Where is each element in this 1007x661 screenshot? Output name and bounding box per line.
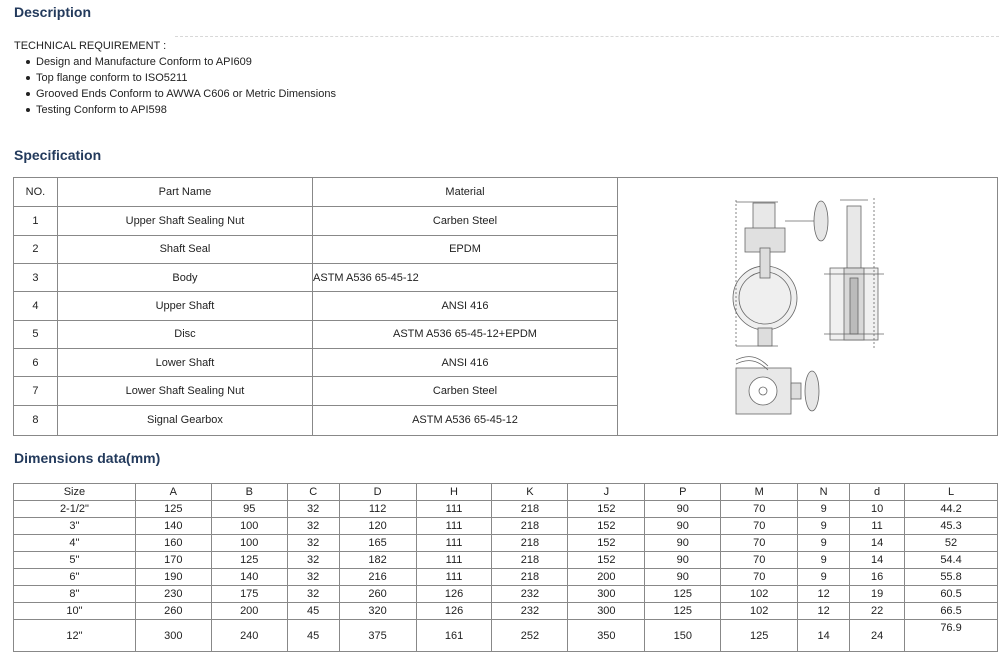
requirement-list — [14, 54, 336, 118]
cell-j: 300 — [568, 586, 645, 603]
cell-h: 111 — [416, 518, 492, 535]
cell-part-name: Lower Shaft — [57, 348, 312, 376]
table-row — [14, 603, 998, 620]
cell-a: 260 — [135, 603, 211, 620]
cell-p: 150 — [645, 620, 721, 652]
cell-a: 190 — [135, 569, 211, 586]
cell-c: 45 — [287, 620, 339, 652]
cell-n: 9 — [798, 569, 850, 586]
cell-k: 232 — [492, 586, 568, 603]
cell-l: 54.4 — [905, 552, 998, 569]
cell-material: ASTM A536 65-45-12 — [313, 263, 618, 291]
header-p: P — [645, 484, 721, 501]
cell-d-small: 16 — [850, 569, 905, 586]
cell-d-small: 14 — [850, 552, 905, 569]
cell-no: 1 — [14, 207, 58, 235]
cell-k: 218 — [492, 569, 568, 586]
cell-j: 152 — [568, 501, 645, 518]
dimensions-title: Dimensions data(mm) — [14, 450, 161, 466]
cell-c: 32 — [287, 518, 339, 535]
cell-n: 14 — [798, 620, 850, 652]
cell-l: 66.5 — [905, 603, 998, 620]
cell-b: 140 — [211, 569, 287, 586]
cell-a: 160 — [135, 535, 211, 552]
cell-c: 45 — [287, 603, 339, 620]
cell-j: 200 — [568, 569, 645, 586]
cell-j: 300 — [568, 603, 645, 620]
cell-d: 320 — [339, 603, 416, 620]
cell-c: 32 — [287, 535, 339, 552]
specification-title: Specification — [14, 147, 102, 163]
cell-material: ANSI 416 — [313, 292, 618, 320]
header-j: J — [568, 484, 645, 501]
cell-l: 60.5 — [905, 586, 998, 603]
cell-k: 218 — [492, 518, 568, 535]
cell-d: 182 — [339, 552, 416, 569]
requirement-item: Grooved Ends Conform to AWWA C606 or Metric Dimensions — [14, 86, 336, 102]
cell-p: 90 — [645, 501, 721, 518]
specification-table — [13, 177, 998, 436]
cell-d: 165 — [339, 535, 416, 552]
cell-size: 5" — [14, 552, 136, 569]
cell-no: 6 — [14, 348, 58, 376]
cell-d-small: 10 — [850, 501, 905, 518]
table-row — [14, 569, 998, 586]
cell-p: 90 — [645, 552, 721, 569]
cell-material: ASTM A536 65-45-12+EPDM — [313, 320, 618, 348]
cell-no: 7 — [14, 377, 58, 405]
cell-p: 125 — [645, 586, 721, 603]
requirement-item: Design and Manufacture Conform to API609 — [14, 54, 336, 70]
cell-part-name: Shaft Seal — [57, 235, 312, 263]
cell-material: Carben Steel — [313, 377, 618, 405]
cell-a: 300 — [135, 620, 211, 652]
cell-d-small: 19 — [850, 586, 905, 603]
cell-h: 111 — [416, 501, 492, 518]
cell-size: 2-1/2" — [14, 501, 136, 518]
cell-j: 152 — [568, 535, 645, 552]
bullet-icon — [26, 108, 30, 112]
dimensions-table — [13, 483, 998, 652]
cell-c: 32 — [287, 586, 339, 603]
table-row — [14, 620, 998, 652]
cell-n: 9 — [798, 535, 850, 552]
cell-b: 125 — [211, 552, 287, 569]
header-n: N — [798, 484, 850, 501]
cell-l: 52 — [905, 535, 998, 552]
bullet-icon — [26, 60, 30, 64]
cell-k: 218 — [492, 535, 568, 552]
cell-a: 230 — [135, 586, 211, 603]
cell-h: 111 — [416, 535, 492, 552]
cell-c: 32 — [287, 569, 339, 586]
requirement-item: Testing Conform to API598 — [14, 102, 336, 118]
cell-j: 152 — [568, 552, 645, 569]
cell-h: 111 — [416, 569, 492, 586]
cell-material: ANSI 416 — [313, 348, 618, 376]
cell-d: 375 — [339, 620, 416, 652]
cell-k: 252 — [492, 620, 568, 652]
cell-d-small: 11 — [850, 518, 905, 535]
cell-m: 102 — [721, 603, 798, 620]
cell-b: 100 — [211, 535, 287, 552]
header-m: M — [721, 484, 798, 501]
cell-p: 90 — [645, 569, 721, 586]
cell-p: 125 — [645, 603, 721, 620]
cell-b: 100 — [211, 518, 287, 535]
cell-d: 112 — [339, 501, 416, 518]
valve-technical-drawing — [618, 178, 997, 432]
cell-l: 76.9 — [905, 620, 998, 652]
table-row — [14, 586, 998, 603]
cell-m: 102 — [721, 586, 798, 603]
cell-j: 152 — [568, 518, 645, 535]
cell-size: 4" — [14, 535, 136, 552]
header-material: Material — [313, 178, 618, 207]
cell-m: 125 — [721, 620, 798, 652]
cell-d: 216 — [339, 569, 416, 586]
header-c: C — [287, 484, 339, 501]
cell-m: 70 — [721, 569, 798, 586]
header-k: K — [492, 484, 568, 501]
cell-n: 12 — [798, 603, 850, 620]
cell-n: 9 — [798, 552, 850, 569]
cell-size: 8" — [14, 586, 136, 603]
cell-n: 9 — [798, 518, 850, 535]
cell-m: 70 — [721, 552, 798, 569]
requirement-item: Top flange conform to ISO5211 — [14, 70, 336, 86]
cell-k: 232 — [492, 603, 568, 620]
cell-material: Carben Steel — [313, 207, 618, 235]
cell-k: 218 — [492, 552, 568, 569]
cell-h: 126 — [416, 586, 492, 603]
cell-b: 200 — [211, 603, 287, 620]
cell-no: 5 — [14, 320, 58, 348]
cell-m: 70 — [721, 518, 798, 535]
table-header-row — [14, 484, 998, 501]
cell-b: 175 — [211, 586, 287, 603]
cell-n: 12 — [798, 586, 850, 603]
table-row — [14, 552, 998, 569]
cell-part-name: Lower Shaft Sealing Nut — [57, 377, 312, 405]
cell-part-name: Disc — [57, 320, 312, 348]
cell-size: 10" — [14, 603, 136, 620]
cell-m: 70 — [721, 501, 798, 518]
section-divider — [175, 36, 999, 37]
table-row — [14, 518, 998, 535]
cell-part-name: Upper Shaft — [57, 292, 312, 320]
header-l: L — [905, 484, 998, 501]
header-size: Size — [14, 484, 136, 501]
cell-b: 240 — [211, 620, 287, 652]
cell-d-small: 22 — [850, 603, 905, 620]
header-a: A — [135, 484, 211, 501]
cell-d-small: 24 — [850, 620, 905, 652]
technical-requirement-block — [14, 38, 336, 118]
cell-a: 125 — [135, 501, 211, 518]
cell-c: 32 — [287, 501, 339, 518]
description-title: Description — [14, 4, 92, 20]
table-header-row — [14, 178, 998, 207]
cell-no: 8 — [14, 405, 58, 435]
cell-l: 44.2 — [905, 501, 998, 518]
cell-material: EPDM — [313, 235, 618, 263]
cell-size: 3" — [14, 518, 136, 535]
bullet-icon — [26, 76, 30, 80]
cell-p: 90 — [645, 518, 721, 535]
cell-size: 6" — [14, 569, 136, 586]
cell-h: 111 — [416, 552, 492, 569]
cell-m: 70 — [721, 535, 798, 552]
bullet-icon — [26, 92, 30, 96]
cell-material: ASTM A536 65-45-12 — [313, 405, 618, 435]
header-no: NO. — [14, 178, 58, 207]
cell-j: 350 — [568, 620, 645, 652]
header-d: D — [339, 484, 416, 501]
cell-part-name: Signal Gearbox — [57, 405, 312, 435]
technical-requirement-heading: TECHNICAL REQUIREMENT : — [14, 40, 167, 52]
valve-drawing-cell — [617, 178, 997, 436]
cell-no: 3 — [14, 263, 58, 291]
header-d-small: d — [850, 484, 905, 501]
cell-p: 90 — [645, 535, 721, 552]
cell-c: 32 — [287, 552, 339, 569]
cell-size: 12" — [14, 620, 136, 652]
header-h: H — [416, 484, 492, 501]
cell-l: 55.8 — [905, 569, 998, 586]
header-part-name: Part Name — [57, 178, 312, 207]
cell-a: 140 — [135, 518, 211, 535]
cell-no: 4 — [14, 292, 58, 320]
cell-n: 9 — [798, 501, 850, 518]
cell-part-name: Body — [57, 263, 312, 291]
cell-d-small: 14 — [850, 535, 905, 552]
header-b: B — [211, 484, 287, 501]
cell-h: 126 — [416, 603, 492, 620]
cell-l: 45.3 — [905, 518, 998, 535]
cell-k: 218 — [492, 501, 568, 518]
cell-d: 260 — [339, 586, 416, 603]
table-row — [14, 535, 998, 552]
table-row — [14, 501, 998, 518]
cell-a: 170 — [135, 552, 211, 569]
cell-h: 161 — [416, 620, 492, 652]
cell-no: 2 — [14, 235, 58, 263]
cell-b: 95 — [211, 501, 287, 518]
cell-d: 120 — [339, 518, 416, 535]
cell-part-name: Upper Shaft Sealing Nut — [57, 207, 312, 235]
